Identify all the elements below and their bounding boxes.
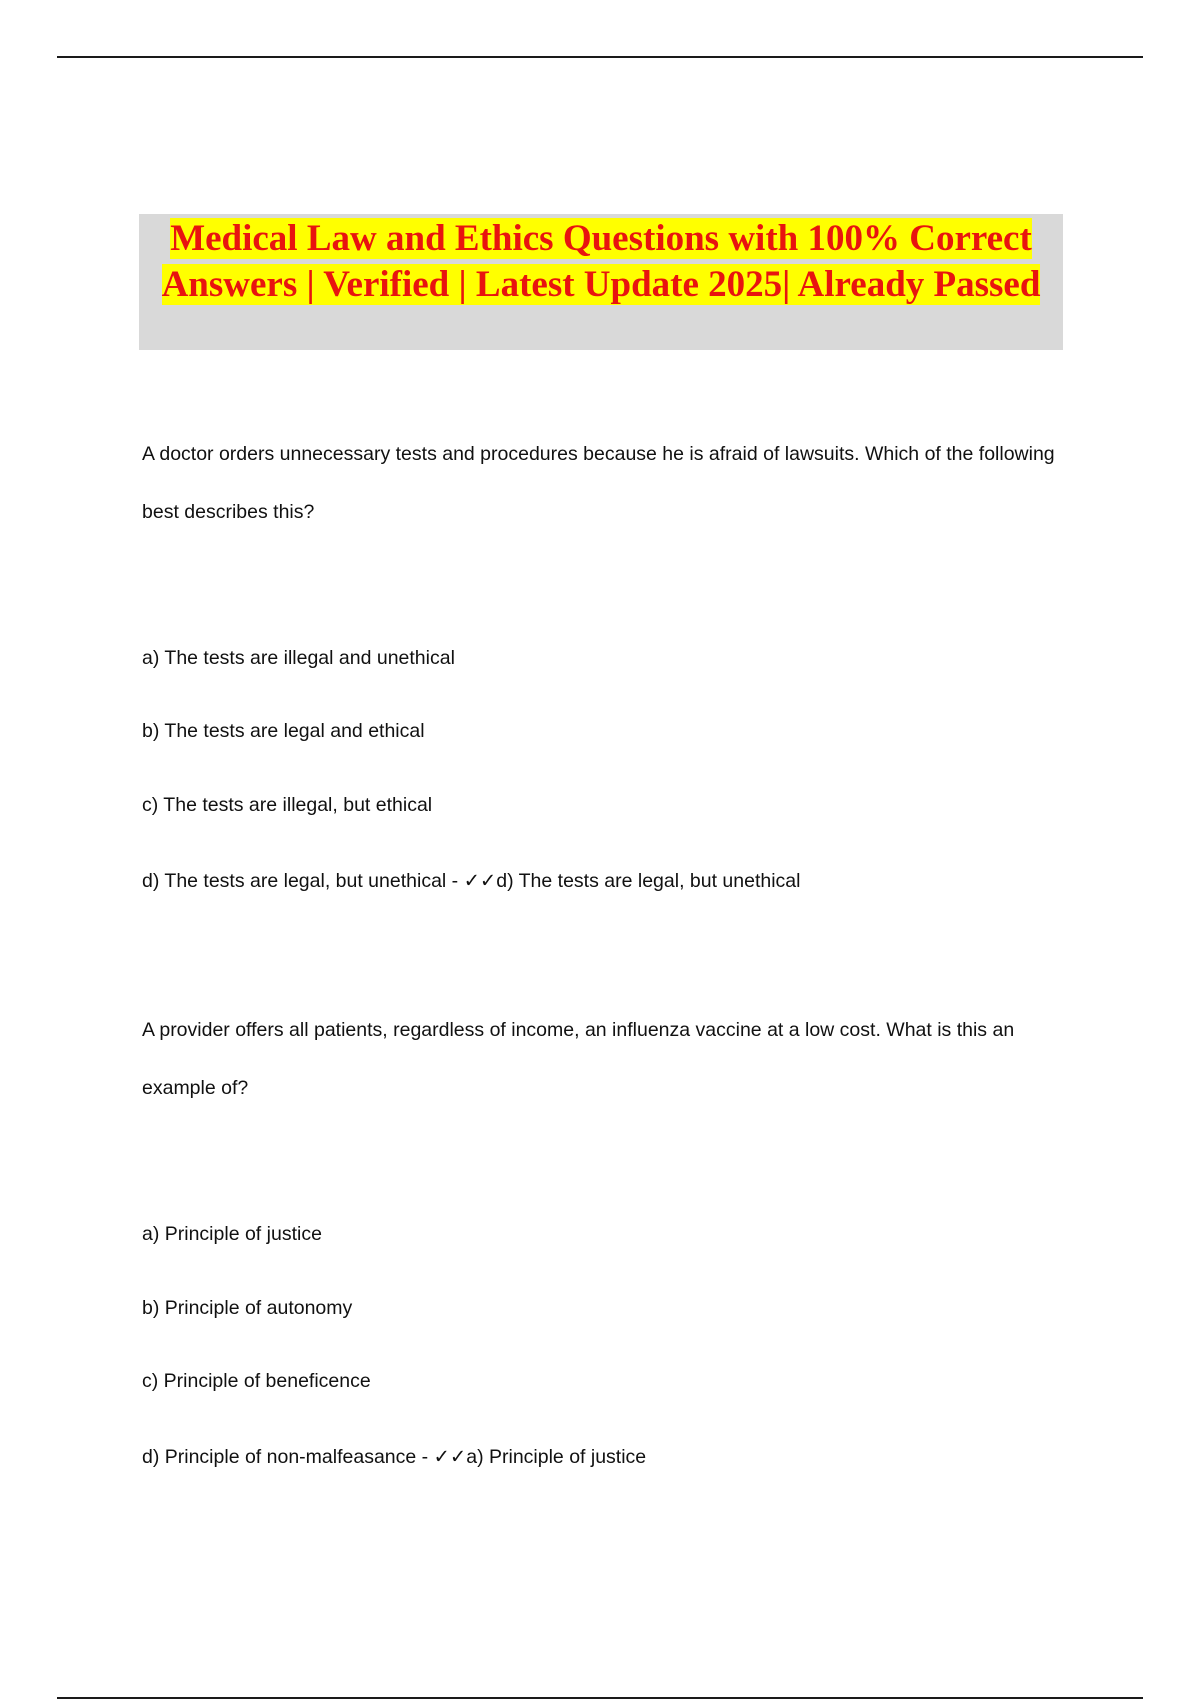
question-2-option-d: d) Principle of non-malfeasance - ✓✓a) Principle of justice bbox=[142, 1446, 647, 1468]
question-2-option-a: a) Principle of justice bbox=[142, 1223, 322, 1245]
top-rule bbox=[57, 56, 1143, 58]
question-1-option-c: c) The tests are illegal, but ethical bbox=[142, 794, 433, 816]
question-2-prompt: A provider offers all patients, regardless of income, an influenza vaccine at a low cost. What is this an example of? bbox=[142, 1019, 1015, 1099]
document-title: Medical Law and Ethics Questions with 100% Correct Answers | Verified | Latest Update 2025| Already Passed bbox=[161, 218, 1041, 305]
question-1-prompt: A doctor orders unnecessary tests and procedures because he is afraid of lawsuits. Which of the following best describes this? bbox=[142, 443, 1055, 523]
title-box bbox=[139, 214, 1063, 350]
bottom-rule bbox=[57, 1697, 1143, 1699]
question-2-option-b: b) Principle of autonomy bbox=[142, 1297, 353, 1319]
question-1-option-b: b) The tests are legal and ethical bbox=[142, 720, 425, 742]
question-2-option-c: c) Principle of beneficence bbox=[142, 1370, 371, 1392]
question-1-option-d: d) The tests are legal, but unethical - ✓✓d) The tests are legal, but unethical bbox=[142, 870, 801, 892]
question-1-option-a: a) The tests are illegal and unethical bbox=[142, 647, 455, 669]
